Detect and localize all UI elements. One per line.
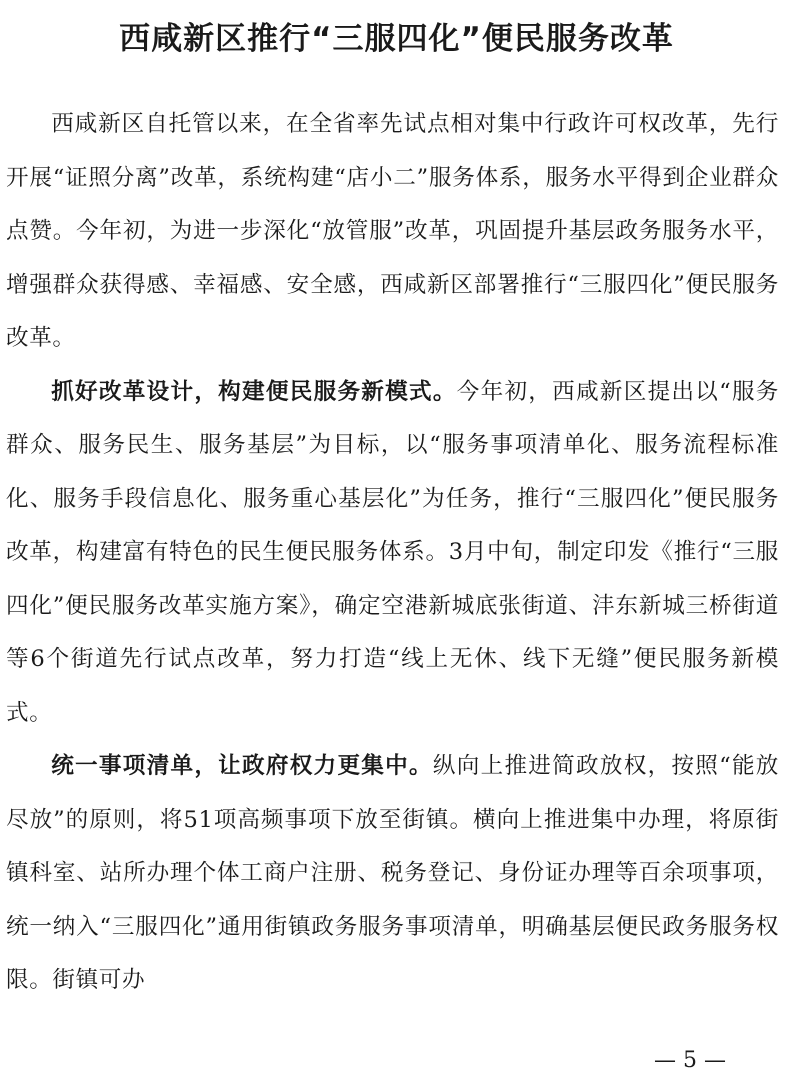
paragraph-text: 纵向上推进简政放权，按照“能放尽放”的原则，将51项高频事项下放至街镇。横向上推进集中办理，将原街镇科室、站所办理个体工商户注册、税务登记、身份证办理等百余项事项，统一纳入“三服四化”通用街镇政务服务事项清单，明确基层便民政务服务权限。街镇可办 [6,753,779,993]
paragraph-text: 今年初，西咸新区提出以“服务群众、服务民生、服务基层”为目标，以“服务事项清单化、服务流程标准化、服务手段信息化、服务重心基层化”为任务，推行“三服四化”便民服务改革，构建富有特色的民生便民服务体系。3月中旬，制定印发《推行“三服四化”便民服务改革实施方案》，确定空港新城底张街道、沣东新城三桥街道等6个街道先行试点改革，努力打造“线上无休、线下无缝”便民服务新模式。 [6,378,780,726]
paragraph-2 [6,366,779,741]
document-body [6,98,779,1008]
paragraph-text: 西咸新区自托管以来，在全省率先试点相对集中行政许可权改革，先行开展“证照分离”改革，系统构建“店小二”服务体系，服务水平得到企业群众点赞。今年初，为进一步深化“放管服”改革，巩固提升基层政务服务水平，增强群众获得感、幸福感、安全感，西咸新区部署推行“三服四化”便民服务改革。 [6,111,779,351]
page-number: — 5 — [654,1048,726,1073]
paragraph-lead: 抓好改革设计，构建便民服务新模式。 [51,378,457,405]
paragraph-lead: 统一事项清单，让政府权力更集中。 [51,753,433,779]
document-title: 西咸新区推行“三服四化”便民服务改革 [119,21,674,57]
paragraph-3 [6,740,779,1008]
paragraph-1 [6,98,779,366]
